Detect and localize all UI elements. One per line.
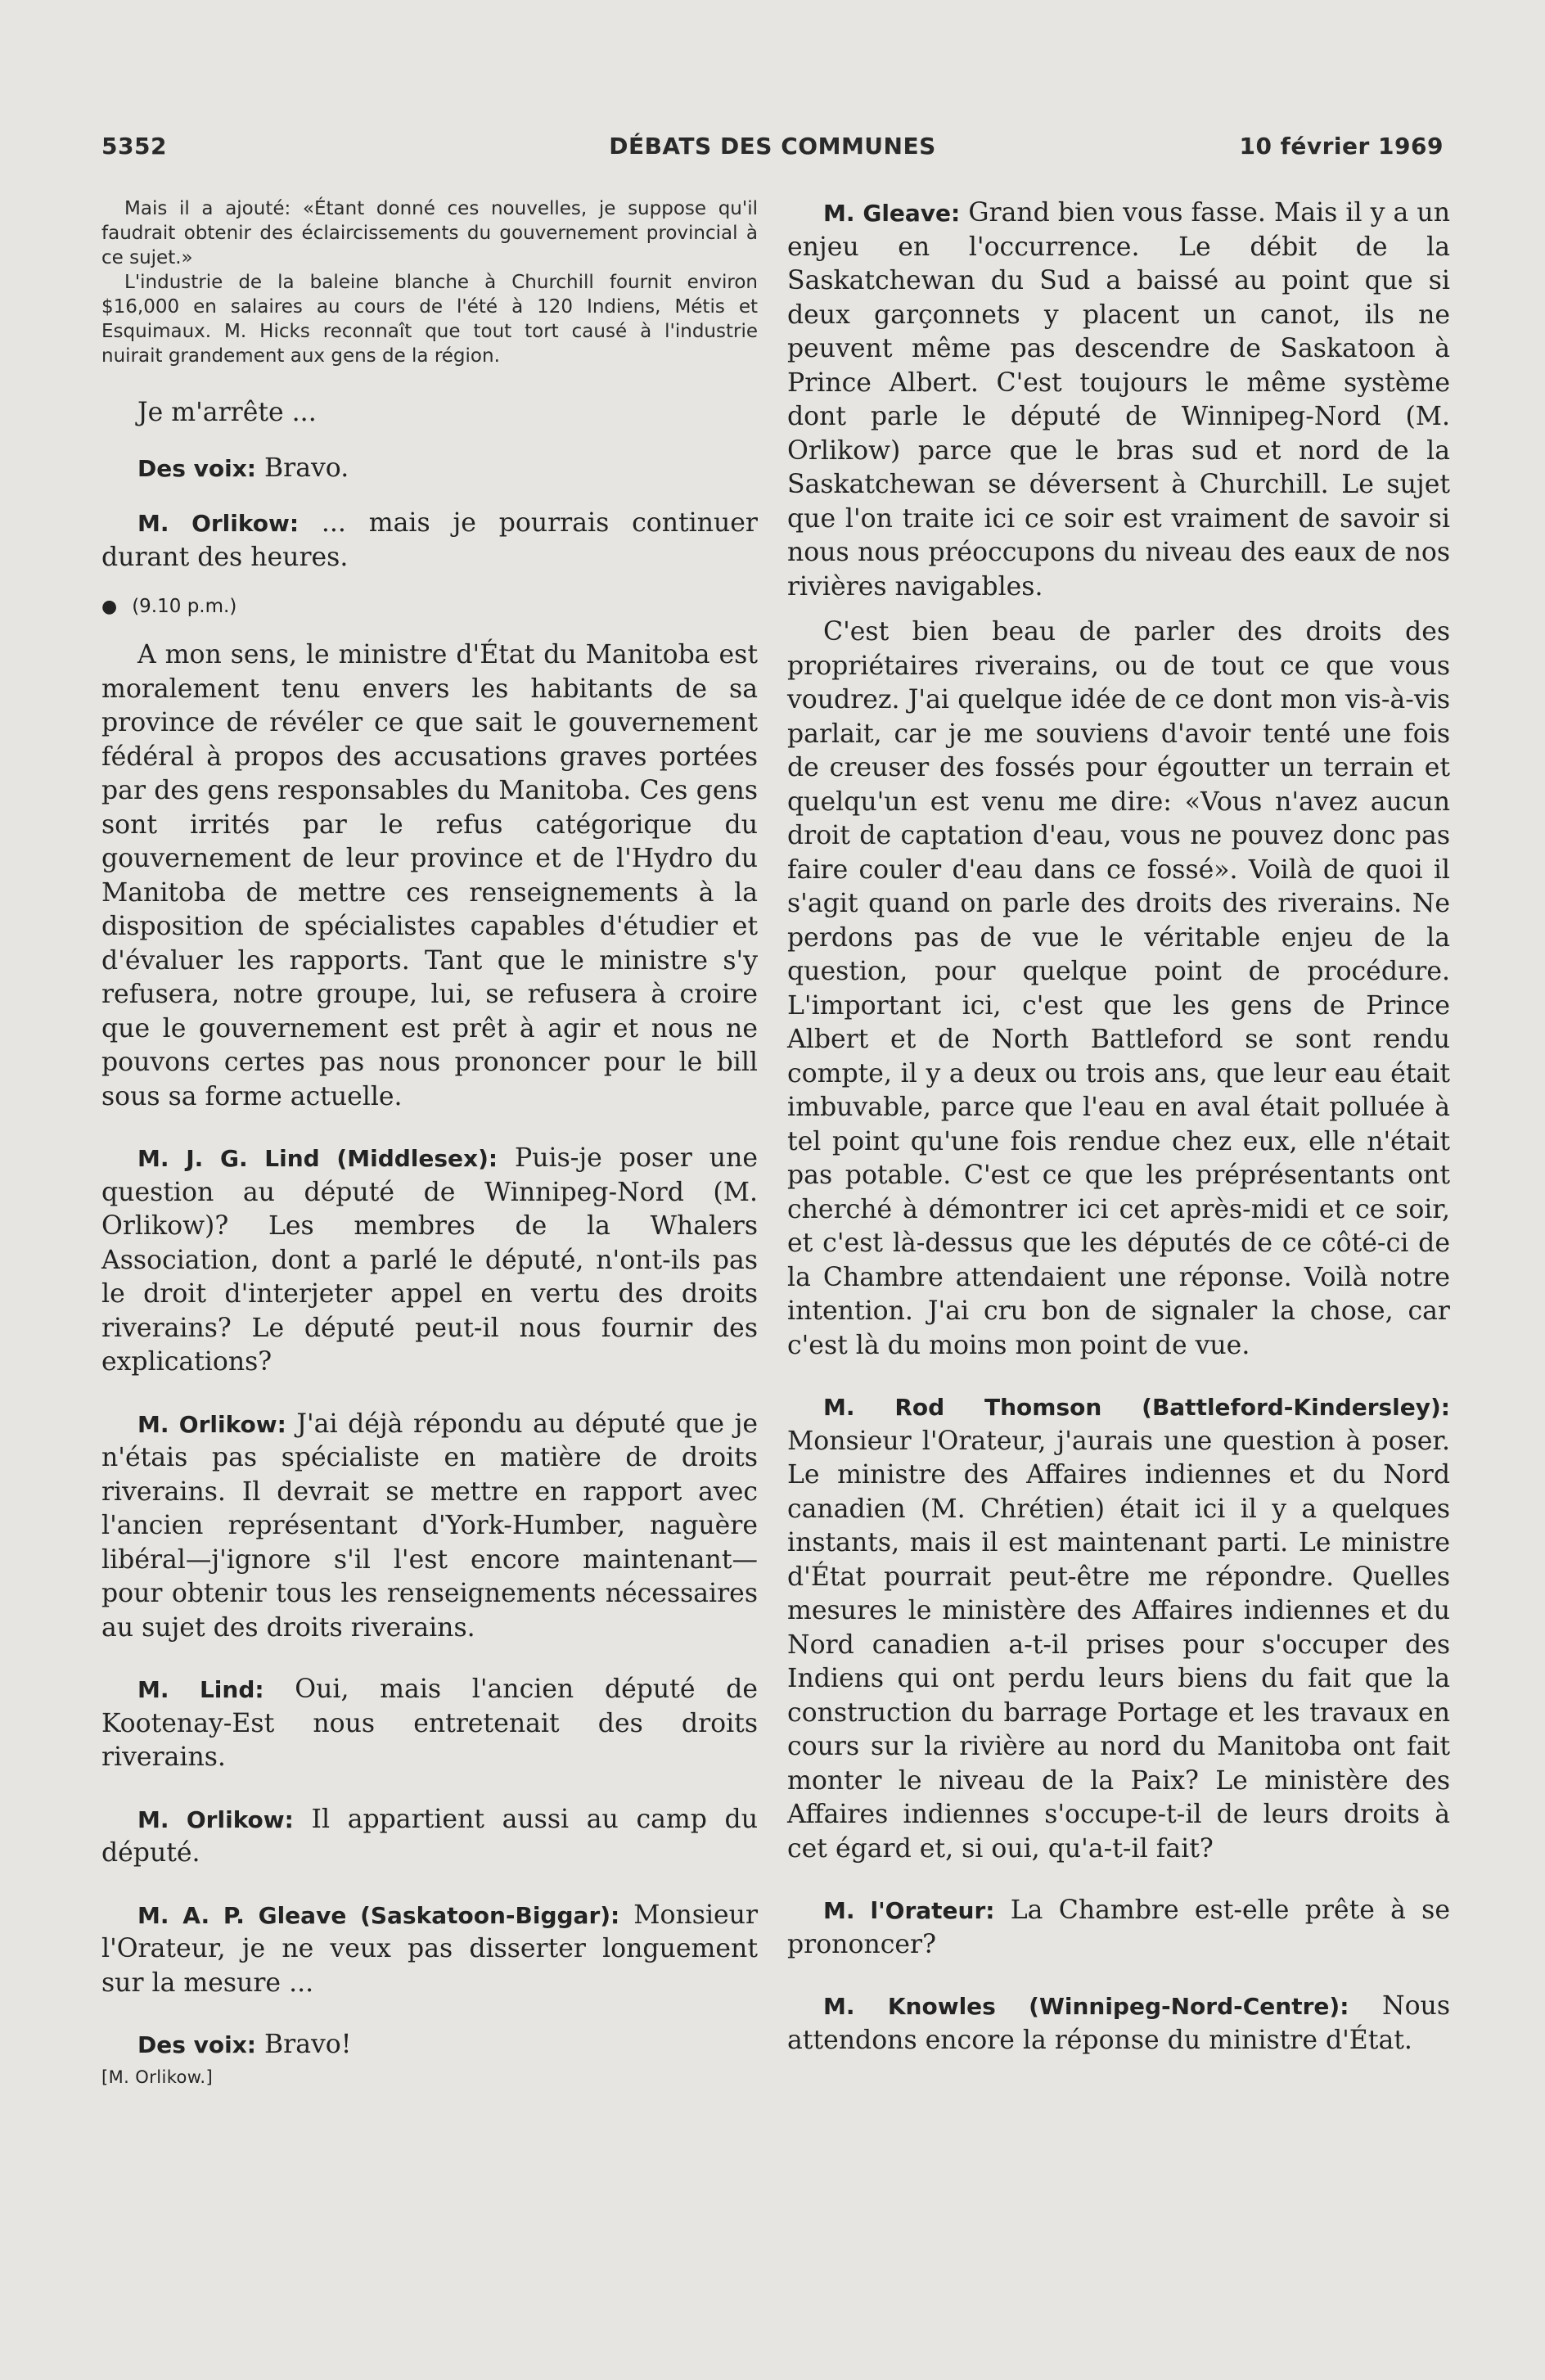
speech-paragraph xyxy=(787,196,1450,604)
speech-paragraph xyxy=(101,1803,758,1871)
speaker-name: M. Lind: xyxy=(137,1676,264,1703)
speech-paragraph xyxy=(787,1990,1450,2058)
speaker-name: M. l'Orateur: xyxy=(823,1897,995,1924)
speech-paragraph xyxy=(101,1142,758,1380)
paragraph: Je m'arrête ... xyxy=(137,398,317,427)
speech-text: Monsieur l'Orateur, je ne veux pas disserter longuement sur la mesure ... xyxy=(101,1900,759,1998)
page-number: 5352 xyxy=(101,133,167,160)
speaker-name: Des voix: xyxy=(137,2031,256,2058)
speaker-name: M. Orlikow: xyxy=(137,510,300,537)
speech-paragraph xyxy=(101,1408,758,1646)
speech-text: Bravo. xyxy=(256,453,349,483)
page-date: 10 février 1969 xyxy=(1239,133,1444,160)
speech-text: Bravo! xyxy=(256,2030,352,2059)
left-column xyxy=(101,196,758,2087)
speech-text: Oui, mais l'ancien député de Kootenay-Est nous entretenait des droits riverains. xyxy=(101,1675,758,1772)
page-header xyxy=(101,133,1444,169)
speech-text: La Chambre est-elle prête à se prononcer? xyxy=(787,1895,1450,1959)
speech-paragraph xyxy=(101,507,758,575)
speech-text: Monsieur l'Orateur, j'aurais une question à poser. Le ministre des Affaires indiennes et du Nord canadien (M. Chrétien) était ici il y a quelques instants, mais il est maintenant parti. Le ministre d'État pourrait peut-être me répondre. Quelles mesures le ministère des Affaires indiennes et du Nord canadien a-t-il prises pour s'occuper des Indiens qui ont perdu leurs biens du fait que la construction du barrage Portage et les travaux en cours sur la rivière au nord du Manitoba ont fait monter le niveau de la Paix? Le ministère des Affaires indiennes s'occupe-t-il de leurs droits à cet égard et, si oui, qu'a-t-il fait? xyxy=(787,1426,1450,1864)
speaker-name: M. J. G. Lind (Middlesex): xyxy=(137,1145,498,1172)
bullet-icon: ● xyxy=(101,597,118,617)
speech-paragraph xyxy=(787,1391,1450,1866)
page-title: DÉBATS DES COMMUNES xyxy=(609,133,936,160)
paragraph: C'est bien beau de parler des droits des propriétaires riverains, ou de tout ce que vous voudrez. J'ai quelque idée de ce dont mon vis-à-vis parlait, car je me souviens d'avoir tenté une fois de creuser des fossés pour égoutter un terrain et quelqu'un est venu me dire: «Vous n'avez aucun droit de captation d'eau, vous ne pouvez donc pas faire couler d'eau dans ce fossé». Voilà de quoi il s'agit quand on parle des droits des riverains. Ne perdons pas de vue le véritable enjeu de la question, pour quelque point de procédure. L'important ici, c'est que les gens de Prince Albert et de North Battleford se sont rendu compte, il y a deux ou trois ans, que leur eau était imbuvable, parce que l'eau en aval était polluée à tel point qu'une fois rendue chez eux, elle n'était pas potable. C'est ce que les préprésentants ont cherché à démontrer ici cet après-midi et ce soir, et c'est là-dessus que les députés de ce côté-ci de la Chambre attendaient une réponse. Voilà notre intention. J'ai cru bon de signaler la chose, car c'est là du moins mon point de vue. xyxy=(787,617,1450,1360)
speech-paragraph xyxy=(101,1673,758,1775)
speaker-name: M. A. P. Gleave (Saskatoon-Biggar): xyxy=(137,1901,620,1929)
speech-paragraph xyxy=(787,1894,1450,1962)
paragraph: A mon sens, le ministre d'État du Manitoba est moralement tenu envers les habitants de sa province de révéler ce que sait le gouvernement fédéral à propos des accusations graves portées par des gens responsables du Manitoba. Ces gens sont irrités par le refus catégorique du gouvernement de leur province et de l'Hydro du Manitoba de mettre ces renseignements à la disposition de spécialistes capables d'étudier et d'évaluer les rapports. Tant que le ministre s'y refusera, notre groupe, lui, se refusera à croire que le gouvernement est prêt à agir et nous ne pouvons certes pas nous prononcer pour le bill sous sa forme actuelle. xyxy=(101,640,758,1111)
right-column xyxy=(787,196,1450,2058)
speech-text: Nous attendons encore la réponse du ministre d'État. xyxy=(787,1991,1450,2055)
speech-paragraph xyxy=(101,1899,758,2001)
speech-paragraph xyxy=(101,2028,758,2062)
speaker-name: M. Orlikow: xyxy=(137,1410,286,1438)
speaker-name: M. Rod Thomson (Battleford-Kindersley): xyxy=(823,1394,1450,1421)
speaker-name: M. Gleave: xyxy=(823,200,961,227)
speech-paragraph xyxy=(101,452,758,486)
quoted-paragraph: L'industrie de la baleine blanche à Churchill fournit environ $16,000 en salaires au cours de l'été à 120 Indiens, Métis et Esquimaux. M. Hicks reconnaît que tout tort causé à l'industrie nuirait grandement aux gens de la région. xyxy=(101,272,758,367)
speaker-name: M. Orlikow: xyxy=(137,1805,294,1833)
speaker-name: Des voix: xyxy=(137,454,256,482)
speaker-name: M. Knowles (Winnipeg-Nord-Centre): xyxy=(823,1993,1349,2020)
time-text: (9.10 p.m.) xyxy=(132,596,237,617)
speaker-signature: [M. Orlikow.] xyxy=(101,2067,214,2087)
time-marker xyxy=(101,596,758,617)
speech-text: Il appartient aussi au camp du député. xyxy=(101,1804,759,1868)
speech-text: J'ai déjà répondu au député que je n'étais pas spécialiste en matière de droits riverains. Il devrait se mettre en rapport avec l'ancien représentant d'York-Humber, naguère libéral—j'ignore s'il l'est encore maintenant—pour obtenir tous les renseignements nécessaires au sujet des droits riverains. xyxy=(101,1409,758,1643)
speech-text: Puis-je poser une question au député de Winnipeg-Nord (M. Orlikow)? Les membres de la Whalers Association, dont a parlé le député, n'ont-ils pas le droit d'interjeter appel en vertu des droits riverains? Le député peut-il nous fournir des explications? xyxy=(101,1143,758,1377)
quoted-paragraph: Mais il a ajouté: «Étant donné ces nouvelles, je suppose qu'il faudrait obtenir des éclaircissements du gouvernement provincial à ce sujet.» xyxy=(101,198,758,268)
speech-text: Grand bien vous fasse. Mais il y a un enjeu en l'occurrence. Le débit de la Saskatchewan du Sud a baissé au point que si deux garçonnets y placent un canot, ils ne peuvent même pas descendre de Saskatoon à Prince Albert. C'est toujours le même système dont parle le député de Winnipeg-Nord (M. Orlikow) parce que le bras sud et nord de la Saskatchewan se déversent à Churchill. Le sujet que l'on traite ici ce soir est vraiment de savoir si nous nous préoccupons du niveau des eaux de nos rivières navigables. xyxy=(787,198,1450,602)
speech-text: ... mais je pourrais continuer durant des heures. xyxy=(101,508,758,572)
